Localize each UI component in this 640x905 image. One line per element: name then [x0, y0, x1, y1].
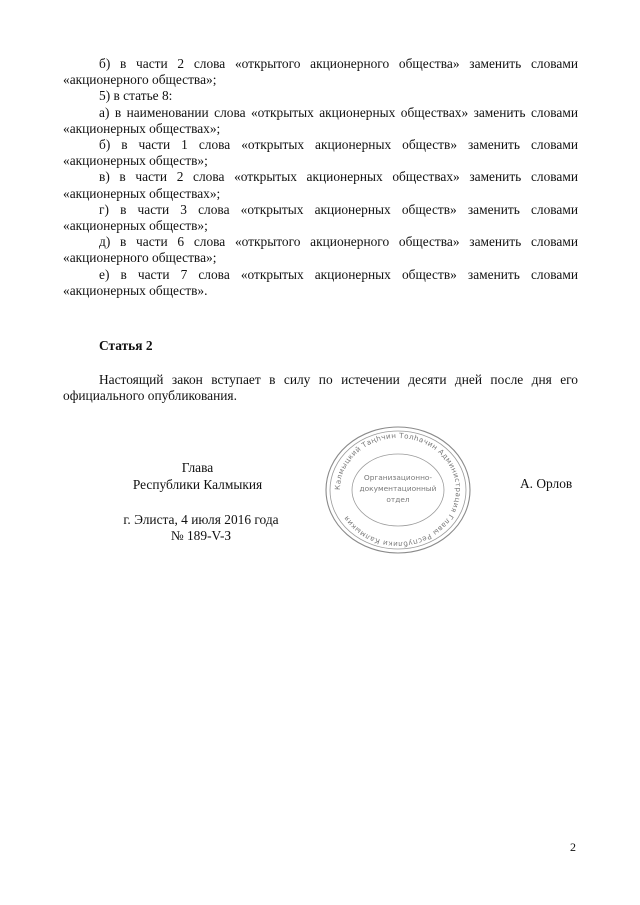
amendment-paragraph: 5) в статье 8: [99, 88, 173, 104]
seal-center-text: Организационно- [363, 473, 433, 482]
seal-center-text: отдел [386, 495, 410, 504]
seal-ring-text: Калмыцкий Таңһчин Толһачин Администрация Главы Республики Калмыкия [332, 430, 464, 550]
amendments-list [63, 56, 578, 299]
place-date: г. Элиста, 4 июля 2016 года [123, 512, 279, 527]
amendment-paragraph: б) в части 2 слова «открытого акционерного общества» заменить словами «акционерного общества»; [63, 56, 578, 88]
page-number: 2 [570, 840, 576, 854]
signatory-title-line: Глава [181, 460, 214, 475]
amendment-paragraph: б) в части 1 слова «открытых акционерных обществ» заменить словами «акционерных обществ»; [63, 137, 578, 169]
amendment-paragraph: г) в части 3 слова «открытых акционерных обществ» заменить словами «акционерных обществ»; [63, 201, 578, 234]
article-heading: Статья 2 [99, 338, 153, 353]
law-number: № 189-V-З [170, 528, 232, 543]
seal-center-text: документационный [359, 484, 437, 493]
amendment-paragraph: а) в наименовании слова «открытых акционерных обществах» заменить словами «акционерных обществах»; [63, 104, 578, 136]
amendment-paragraph: в) в части 2 слова «открытых акционерных обществах» заменить словами «акционерных обществах»; [63, 169, 578, 201]
signatory-title-line: Республики Калмыкия [132, 477, 263, 492]
official-seal-stamp [318, 424, 478, 556]
signatory-name: А. Орлов [520, 476, 573, 491]
signatory-title [120, 459, 275, 493]
amendment-paragraph: д) в части 6 слова «открытого акционерного общества» заменить словами «акционерного общества»; [63, 234, 578, 266]
place-date-number [120, 512, 282, 544]
article-text: Настоящий закон вступает в силу по истечении десяти дней после дня его официального опубликования. [63, 372, 578, 404]
amendment-paragraph: е) в части 7 слова «открытых акционерных обществ» заменить словами «акционерных обществ». [63, 266, 578, 298]
